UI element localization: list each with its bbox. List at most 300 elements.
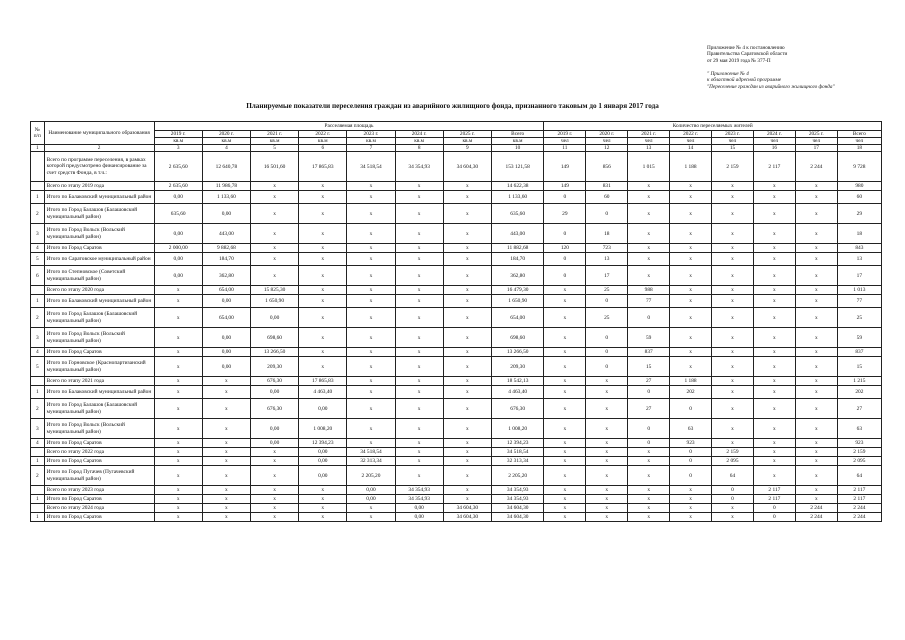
table-row xyxy=(31,457,882,466)
row-municipality: Итого по Город Пугачев (Пугачевский муниципальный район) xyxy=(44,466,154,486)
row-value: 0 xyxy=(586,204,628,224)
row-value: х xyxy=(347,224,395,244)
row-value: 0,00 xyxy=(202,204,250,224)
row-value: х xyxy=(299,308,347,328)
header-area-unit: кв.м xyxy=(299,138,347,145)
row-value: х xyxy=(586,504,628,513)
row-value: х xyxy=(395,377,443,386)
row-value: х xyxy=(395,204,443,224)
appendix-line: "Переселение граждан из аварийного жилищного фонда" xyxy=(707,83,835,90)
row-value: х xyxy=(712,191,754,204)
row-value: х xyxy=(251,182,299,191)
row-value: х xyxy=(443,191,491,204)
row-value: х xyxy=(202,439,250,448)
header-column-number: 18 xyxy=(837,145,881,152)
header-column-number: 6 xyxy=(299,145,347,152)
row-value: 0,00 xyxy=(202,328,250,348)
row-municipality: Всего по этапу 2022 года xyxy=(44,448,154,457)
row-value: х xyxy=(299,266,347,286)
row-value: х xyxy=(753,439,795,448)
row-value: х xyxy=(154,399,202,419)
row-value: 64 xyxy=(837,466,881,486)
row-value: х xyxy=(712,357,754,377)
row-value: х xyxy=(347,286,395,295)
row-value: х xyxy=(628,448,670,457)
row-value: 120 xyxy=(544,244,586,253)
row-value: 202 xyxy=(837,386,881,399)
row-value: х xyxy=(712,253,754,266)
row-municipality: Итого по Балаковский муниципальный район xyxy=(44,386,154,399)
row-value: 0,00 xyxy=(395,513,443,522)
row-number: 3 xyxy=(31,419,45,439)
row-value: х xyxy=(753,419,795,439)
row-value: х xyxy=(795,266,837,286)
row-value: 2 117 xyxy=(753,152,795,182)
row-value: 0,00 xyxy=(347,495,395,504)
row-value: х xyxy=(443,295,491,308)
header-people-year: 2019 г. xyxy=(544,131,586,138)
row-municipality: Итого по Город Вольск (Вольский муниципальный район) xyxy=(44,224,154,244)
header-column-number: 12 xyxy=(586,145,628,152)
row-value: 34 354,93 xyxy=(491,495,543,504)
row-value: х xyxy=(670,308,712,328)
row-value: 1 133,60 xyxy=(202,191,250,204)
row-value: 723 xyxy=(586,244,628,253)
row-value: х xyxy=(544,448,586,457)
row-value: х xyxy=(795,448,837,457)
row-value: х xyxy=(586,439,628,448)
header-area-year: Всего xyxy=(491,131,543,138)
table-row xyxy=(31,204,882,224)
row-value: х xyxy=(670,286,712,295)
row-value: х xyxy=(347,295,395,308)
row-value: 34 354,93 xyxy=(395,486,443,495)
row-value: 18 542,13 xyxy=(491,377,543,386)
row-value: 2 159 xyxy=(837,448,881,457)
row-value: 34 354,93 xyxy=(491,486,543,495)
table-row xyxy=(31,466,882,486)
row-value: 0,00 xyxy=(202,348,250,357)
row-value: х xyxy=(712,204,754,224)
row-value: х xyxy=(712,399,754,419)
row-value: 13 xyxy=(837,253,881,266)
header-column-number: 8 xyxy=(395,145,443,152)
row-value: 0 xyxy=(586,295,628,308)
row-value: 77 xyxy=(837,295,881,308)
header-column-number: 3 xyxy=(154,145,202,152)
row-value: х xyxy=(202,448,250,457)
row-value: х xyxy=(202,513,250,522)
row-value: х xyxy=(795,486,837,495)
row-value: 837 xyxy=(628,348,670,357)
header-column-number: 7 xyxy=(347,145,395,152)
row-value: х xyxy=(443,377,491,386)
row-value: 654,00 xyxy=(202,286,250,295)
row-value: 0 xyxy=(544,191,586,204)
row-value: х xyxy=(347,439,395,448)
row-value: 635,60 xyxy=(491,204,543,224)
table-row xyxy=(31,486,882,495)
row-value: 27 xyxy=(837,399,881,419)
row-value: 0 xyxy=(544,266,586,286)
row-value: х xyxy=(544,386,586,399)
row-value: х xyxy=(395,357,443,377)
row-value: х xyxy=(443,439,491,448)
row-value: 149 xyxy=(544,152,586,182)
table-row xyxy=(31,439,882,448)
row-value: 60 xyxy=(837,191,881,204)
row-value: х xyxy=(544,466,586,486)
row-value: 923 xyxy=(670,439,712,448)
header-people-year: 2020 г. xyxy=(586,131,628,138)
row-value: 988 xyxy=(628,286,670,295)
row-number: 1 xyxy=(31,513,45,522)
row-value: х xyxy=(395,448,443,457)
row-value: х xyxy=(753,448,795,457)
row-number: 1 xyxy=(31,386,45,399)
row-value: х xyxy=(586,486,628,495)
row-value: х xyxy=(251,486,299,495)
row-value: х xyxy=(670,486,712,495)
row-number: 2 xyxy=(31,399,45,419)
row-value: 2 095 xyxy=(712,457,754,466)
row-municipality: Итого по Балаковский муниципальный район xyxy=(44,191,154,204)
row-value: х xyxy=(753,191,795,204)
row-value: 0 xyxy=(586,328,628,348)
header-area-year: 2020 г. xyxy=(202,131,250,138)
row-value: х xyxy=(395,439,443,448)
row-value: 2 117 xyxy=(837,495,881,504)
row-value: х xyxy=(586,377,628,386)
row-value: х xyxy=(443,244,491,253)
row-value: х xyxy=(154,466,202,486)
row-value: х xyxy=(154,486,202,495)
row-value: х xyxy=(795,419,837,439)
header-area-year: 2022 г. xyxy=(299,131,347,138)
header-column-number: 10 xyxy=(491,145,543,152)
row-value: 676,30 xyxy=(251,377,299,386)
row-value: х xyxy=(712,182,754,191)
row-value: 63 xyxy=(670,419,712,439)
row-value: х xyxy=(347,399,395,419)
header-people-unit: чел xyxy=(795,138,837,145)
row-number: 1 xyxy=(31,457,45,466)
row-number xyxy=(31,152,45,182)
row-value: х xyxy=(795,495,837,504)
row-value: х xyxy=(202,399,250,419)
row-value: х xyxy=(753,466,795,486)
row-value: х xyxy=(795,348,837,357)
row-value: 856 xyxy=(586,152,628,182)
header-area-unit: кв.м xyxy=(202,138,250,145)
row-value: х xyxy=(586,457,628,466)
row-value: х xyxy=(628,191,670,204)
row-value: х xyxy=(670,495,712,504)
row-value: х xyxy=(753,377,795,386)
row-value: х xyxy=(395,348,443,357)
header-column-number: 11 xyxy=(544,145,586,152)
row-value: 676,30 xyxy=(491,399,543,419)
row-value: х xyxy=(712,377,754,386)
row-value: 64 xyxy=(712,466,754,486)
row-value: х xyxy=(753,204,795,224)
row-value: х xyxy=(628,253,670,266)
row-value: х xyxy=(154,495,202,504)
row-value: 0,00 xyxy=(395,504,443,513)
row-value: х xyxy=(251,495,299,504)
row-value: 2 159 xyxy=(712,448,754,457)
row-value: х xyxy=(628,244,670,253)
appendix-line: Правительства Саратовской области xyxy=(707,51,788,58)
row-value: х xyxy=(347,377,395,386)
header-column-number: 5 xyxy=(251,145,299,152)
row-value: х xyxy=(712,286,754,295)
row-value: 0,00 xyxy=(202,357,250,377)
row-value: 443,00 xyxy=(491,224,543,244)
row-value: 698,60 xyxy=(251,328,299,348)
header-column-number: 16 xyxy=(753,145,795,152)
row-value: 0 xyxy=(628,308,670,328)
row-value: 698,60 xyxy=(491,328,543,348)
row-value: 12 394,23 xyxy=(299,439,347,448)
table-row xyxy=(31,357,882,377)
row-value: х xyxy=(628,457,670,466)
row-value: х xyxy=(586,419,628,439)
row-value: х xyxy=(544,348,586,357)
row-value: х xyxy=(347,266,395,286)
header-people-unit: чел xyxy=(628,138,670,145)
row-value: х xyxy=(299,513,347,522)
row-number: 1 xyxy=(31,495,45,504)
row-municipality: Итого по Саратовское муниципальный район xyxy=(44,253,154,266)
row-value: х xyxy=(443,224,491,244)
row-value: х xyxy=(670,513,712,522)
row-value: х xyxy=(753,244,795,253)
row-value: х xyxy=(544,439,586,448)
row-value: х xyxy=(443,486,491,495)
row-value: 32 313,34 xyxy=(491,457,543,466)
header-people-unit: чел xyxy=(837,138,881,145)
row-value: х xyxy=(347,419,395,439)
row-value: 12 394,23 xyxy=(491,439,543,448)
row-value: х xyxy=(154,357,202,377)
row-value: 0,00 xyxy=(299,466,347,486)
row-value: 1 188 xyxy=(670,152,712,182)
row-value: х xyxy=(251,204,299,224)
row-value: х xyxy=(443,419,491,439)
row-number: 1 xyxy=(31,295,45,308)
row-value: х xyxy=(795,224,837,244)
row-number: 4 xyxy=(31,439,45,448)
row-value: 2 244 xyxy=(795,504,837,513)
row-value: х xyxy=(628,513,670,522)
row-value: 0 xyxy=(670,466,712,486)
row-value: 15 xyxy=(628,357,670,377)
row-value: х xyxy=(202,419,250,439)
row-value: х xyxy=(753,182,795,191)
row-value: х xyxy=(443,466,491,486)
row-municipality: Всего по этапу 2020 года xyxy=(44,286,154,295)
row-value: 0,00 xyxy=(299,457,347,466)
row-value: х xyxy=(628,486,670,495)
row-value: х xyxy=(347,182,395,191)
row-municipality: Всего по этапу 2019 года xyxy=(44,182,154,191)
header-column-number: 2 xyxy=(44,145,154,152)
row-value: х xyxy=(712,244,754,253)
row-value: х xyxy=(795,308,837,328)
row-value: х xyxy=(753,253,795,266)
row-value: 654,00 xyxy=(202,308,250,328)
row-value: х xyxy=(670,266,712,286)
row-value: 18 xyxy=(837,224,881,244)
row-value: х xyxy=(347,328,395,348)
row-value: х xyxy=(395,457,443,466)
row-value: 34 518,54 xyxy=(347,152,395,182)
row-value: 29 xyxy=(544,204,586,224)
row-value: х xyxy=(753,286,795,295)
header-column-number: 9 xyxy=(443,145,491,152)
row-value: 0,00 xyxy=(251,419,299,439)
row-value: 1 188 xyxy=(670,377,712,386)
row-value: 2 117 xyxy=(837,486,881,495)
row-value: х xyxy=(299,504,347,513)
row-value: х xyxy=(586,513,628,522)
row-value: х xyxy=(753,348,795,357)
row-municipality: Итого по Город Саратов xyxy=(44,457,154,466)
row-value: х xyxy=(154,419,202,439)
row-value: х xyxy=(670,244,712,253)
row-value: 2 095 xyxy=(837,457,881,466)
row-value: 0 xyxy=(586,348,628,357)
row-number: 2 xyxy=(31,308,45,328)
row-value: х xyxy=(795,182,837,191)
row-value: 77 xyxy=(628,295,670,308)
row-value: х xyxy=(154,448,202,457)
row-value: х xyxy=(395,286,443,295)
table-row xyxy=(31,328,882,348)
row-number xyxy=(31,486,45,495)
row-value: х xyxy=(202,377,250,386)
table-row xyxy=(31,266,882,286)
row-value: х xyxy=(586,448,628,457)
header-area-unit: кв.м xyxy=(491,138,543,145)
row-value: х xyxy=(202,495,250,504)
header-people-unit: чел xyxy=(712,138,754,145)
row-value: 59 xyxy=(837,328,881,348)
row-value: 676,30 xyxy=(251,399,299,419)
header-area-year: 2019 г. xyxy=(154,131,202,138)
row-number xyxy=(31,448,45,457)
row-value: 0 xyxy=(670,399,712,419)
header-area-year: 2024 г. xyxy=(395,131,443,138)
row-value: 0,00 xyxy=(202,295,250,308)
row-value: х xyxy=(347,191,395,204)
row-value: 1 008,20 xyxy=(491,419,543,439)
row-value: 34 604,30 xyxy=(491,504,543,513)
row-value: х xyxy=(670,348,712,357)
row-value: 16 479,30 xyxy=(491,286,543,295)
row-municipality: Итого по Город Балашов (Балашовский муниципальный район) xyxy=(44,204,154,224)
row-value: х xyxy=(154,286,202,295)
row-number xyxy=(31,504,45,513)
row-value: 0,00 xyxy=(347,486,395,495)
row-value: 13 xyxy=(586,253,628,266)
row-value: х xyxy=(299,357,347,377)
row-municipality: Итого по Балаковский муниципальный район xyxy=(44,295,154,308)
document-title: Планируемые показатели переселения граждан из аварийного жилищного фонда, признанного таковым до 1 января 2017 года xyxy=(246,102,659,110)
row-value: 184,70 xyxy=(202,253,250,266)
row-value: 2 205,20 xyxy=(491,466,543,486)
row-value: х xyxy=(628,495,670,504)
row-value: 34 354,93 xyxy=(395,495,443,504)
header-area-unit: кв.м xyxy=(154,138,202,145)
row-value: 17 xyxy=(837,266,881,286)
row-value: х xyxy=(544,513,586,522)
row-value: х xyxy=(670,295,712,308)
header-people-unit: чел xyxy=(753,138,795,145)
row-value: 34 604,30 xyxy=(443,513,491,522)
row-value: 831 xyxy=(586,182,628,191)
row-value: х xyxy=(202,466,250,486)
row-value: 635,60 xyxy=(154,204,202,224)
row-value: х xyxy=(154,348,202,357)
table-row xyxy=(31,504,882,513)
row-value: х xyxy=(395,399,443,419)
row-value: 0,00 xyxy=(299,448,347,457)
row-value: 2 635,60 xyxy=(154,182,202,191)
row-value: х xyxy=(795,253,837,266)
row-value: х xyxy=(544,495,586,504)
row-value: 9 882,68 xyxy=(202,244,250,253)
row-value: х xyxy=(544,286,586,295)
row-value: х xyxy=(395,328,443,348)
row-value: х xyxy=(347,204,395,224)
row-municipality: Итого по Город Вольск (Вольский муниципальный район) xyxy=(44,328,154,348)
row-value: х xyxy=(251,448,299,457)
header-municipality: Наименование муниципального образования xyxy=(44,122,154,145)
header-people-year: 2023 г. xyxy=(712,131,754,138)
row-value: 149 xyxy=(544,182,586,191)
row-value: х xyxy=(251,504,299,513)
row-value: 9 728 xyxy=(837,152,881,182)
row-number: 4 xyxy=(31,244,45,253)
row-value: х xyxy=(544,295,586,308)
row-value: х xyxy=(712,513,754,522)
header-column-number: 15 xyxy=(712,145,754,152)
row-value: х xyxy=(202,457,250,466)
row-value: х xyxy=(251,191,299,204)
table-row xyxy=(31,348,882,357)
row-value: х xyxy=(251,224,299,244)
row-value: х xyxy=(347,357,395,377)
row-value: х xyxy=(670,191,712,204)
appendix-line: к областной адресной программе xyxy=(707,77,782,84)
row-value: 34 354,93 xyxy=(395,152,443,182)
row-value: х xyxy=(299,495,347,504)
row-value: 202 xyxy=(670,386,712,399)
row-municipality: Всего по программе переселения, в рамках которой предусмотрено финансирование за счет средств Фонда, в т.ч.: xyxy=(44,152,154,182)
row-number: 5 xyxy=(31,253,45,266)
row-value: х xyxy=(795,386,837,399)
appendix-line: " Приложение № 4 xyxy=(707,71,749,77)
row-value: х xyxy=(154,386,202,399)
row-value: 654,00 xyxy=(491,308,543,328)
table-row xyxy=(31,244,882,253)
row-municipality: Итого по Город Вольск (Вольский муниципальный район) xyxy=(44,419,154,439)
row-value: 443,00 xyxy=(202,224,250,244)
row-value: х xyxy=(544,399,586,419)
appendix-program-note xyxy=(707,71,835,90)
